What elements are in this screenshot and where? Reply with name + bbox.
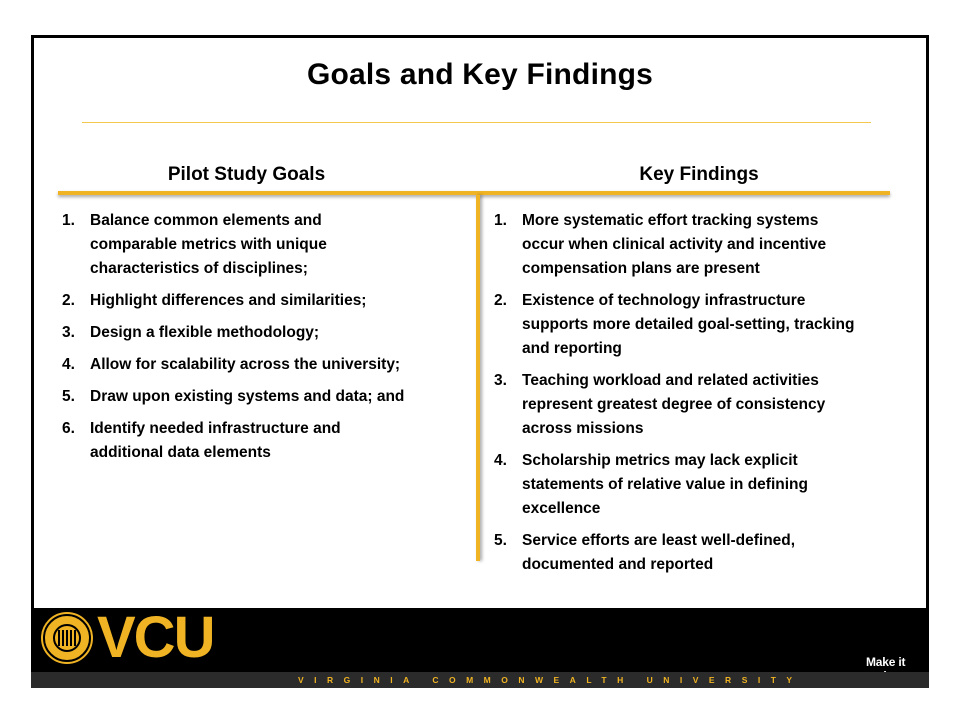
finding-item [494,289,864,361]
university-strip [31,672,929,688]
findings-heading: Key Findings [639,164,759,185]
finding-item [494,369,864,441]
goal-text: Draw upon existing systems and data; and [90,388,405,405]
goals-list [62,209,407,473]
finding-text: Service efforts are least well-defined, documented and reported [522,532,796,573]
goal-item [62,353,407,377]
finding-item [494,209,864,281]
slide-title: Goals and Key Findings [306,58,654,91]
goal-text: Balance common elements and comparable metrics with unique characteristics of disciplines; [90,212,327,277]
goal-number: 4. [62,356,75,373]
finding-number: 5. [494,532,507,549]
findings-list [494,209,864,585]
finding-number: 3. [494,372,507,389]
finding-text: More systematic effort tracking systems occur when clinical activity and incentive compensation plans are present [522,212,827,277]
finding-item [494,529,864,577]
finding-text: Existence of technology infrastructure supports more detailed goal-setting, tracking and reporting [522,292,855,357]
goal-number: 2. [62,292,75,309]
title-divider [82,122,871,123]
university-name: VIRGINIA COMMONWEALTH UNIVERSITY [298,675,803,685]
goal-item [62,417,407,465]
finding-number: 1. [494,212,507,229]
finding-text: Scholarship metrics may lack explicit statements of relative value in defining excellence [522,452,808,517]
finding-number: 2. [494,292,507,309]
finding-text: Teaching workload and related activities represent greatest degree of consistency across missions [522,372,826,437]
tagline: Make it [866,655,906,669]
goal-number: 5. [62,388,75,405]
column-divider [476,195,480,561]
goal-text: Highlight differences and similarities; [90,292,367,309]
goal-item [62,289,407,313]
goal-item [62,321,407,345]
finding-item [494,449,864,521]
vcu-seal-icon [43,614,91,662]
goal-text: Allow for scalability across the university; [90,356,401,373]
goal-number: 6. [62,420,75,437]
goal-number: 3. [62,324,75,341]
goal-item [62,385,407,409]
goals-heading: Pilot Study Goals [167,164,326,185]
vcu-logo: VCU [97,605,214,670]
seal-building [58,630,76,646]
goal-number: 1. [62,212,75,229]
goal-text: Design a flexible methodology; [90,324,320,341]
finding-number: 4. [494,452,507,469]
heading-divider [58,191,890,195]
goal-text: Identify needed infrastructure and additional data elements [90,420,341,461]
slide-frame [31,35,929,687]
goal-item [62,209,407,281]
